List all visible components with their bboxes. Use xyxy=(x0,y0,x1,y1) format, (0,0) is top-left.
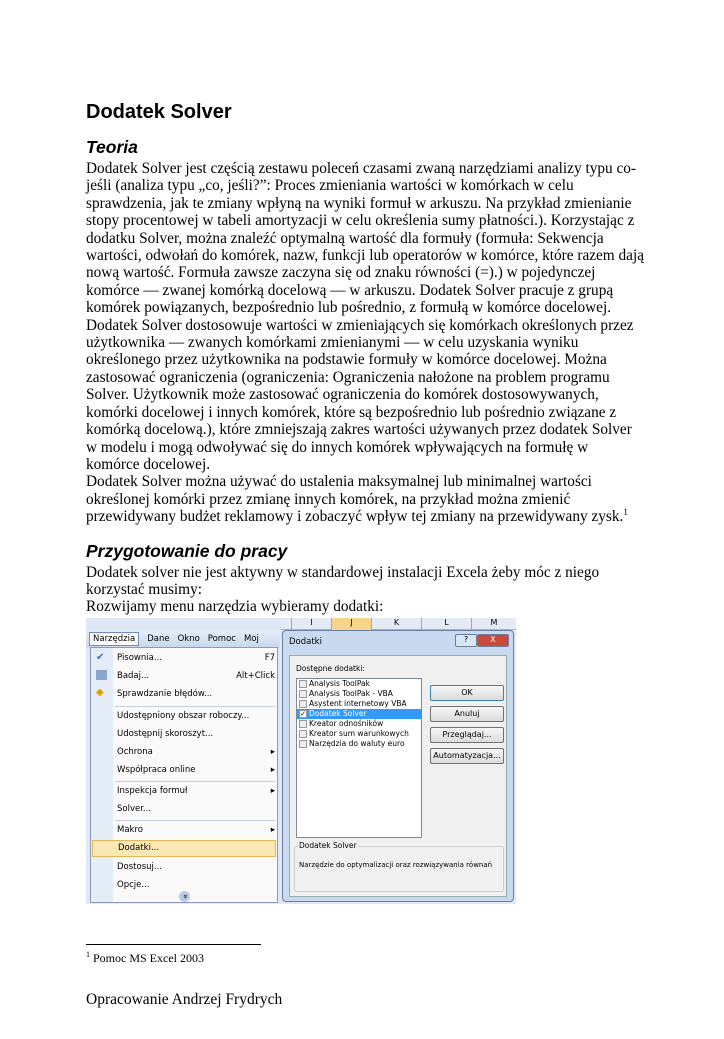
menu-item-badaj[interactable]: Badaj... Alt+Click xyxy=(117,671,275,682)
menu-item-obszar[interactable]: Udostępniony obszar roboczy... xyxy=(117,711,250,722)
addins-list[interactable] xyxy=(296,678,422,838)
column-header: M xyxy=(471,618,516,630)
paragraph-text: Dodatek Solver można używać do ustalenia maksymalnej lub minimalnej wartości określonej komórki przez zmianę innych komórek, na przykład można zmienić przewidywany budżet reklamowy i zobaczyć wpływ tej zmiany na przewidywany zysk. xyxy=(86,473,624,526)
checkbox[interactable] xyxy=(299,700,307,708)
dialog-body xyxy=(289,655,507,897)
checkbox-checked[interactable]: ✓ xyxy=(300,709,306,718)
menu-item-opcje[interactable]: Opcje... xyxy=(117,880,150,891)
menu-item-sprawdzanie[interactable]: Sprawdzanie błędów... xyxy=(117,689,213,700)
addins-dialog xyxy=(282,630,514,902)
footnote xyxy=(86,951,644,966)
page-title: Dodatek Solver xyxy=(86,101,232,123)
paragraph: Dodatek Solver jest częścią zestawu poleceń czasami zwaną narzędziami analizy typu co-jeśli (analiza typu „co, jeśli?”: Proces zmieniania wartości w komórkach w celu sprawdzenia, jak te zmiany wpłyną na wyniki formuł w arkuszu. Na przykład zmienianie stopy procentowej w tabeli amortyzacji w celu określenia sumy płatności.). Korzystając z dodatku Solver, można znaleźć optymalną wartość dla formuły (formuła: Sekwencja wartości, odwołań do komórek, nazw, funkcji lub operatorów w komórce, które razem dają nową wartość. Formuła zawsze zaczyna się od znaku równości (=).) w pojedynczej komórce — zwanej komórką docelową — w arkuszu. Dodatek Solver pracuje z grupą komórek powiązanych, bezpośrednio lub pośrednio, z formułą w komórce docelowej. Dodatek Solver dostosowuje wartości w zmieniających się komórkach określonych przez użytkownika — zwanych komórkami zmienianymi — w celu uzyskania wyniku określonego przez użytkownika na podstawie formuły w komórce docelowej. Można zastosować ograniczenia (ograniczenia: Ograniczenia nałożone na problem programu Solver. Użytkownik może zastosować ograniczenia do komórek dostosowywanych, komórki docelowej i innych komórek, które są bezpośrednio lub pośrednio związane z komórką docelową.), które zmniejszają zakres wartości używanych przez dodatek Solver w modelu i mogą odwoływać się do innych komórek wpływających na formułę w komórce docelowej. xyxy=(86,160,645,473)
error-check-icon: ◆ xyxy=(96,686,104,698)
page-footer: Opracowanie Andrzej Frydrych xyxy=(86,990,283,1008)
menu-pomoc[interactable]: Pomoc xyxy=(207,633,236,644)
excel-screenshot xyxy=(86,618,516,904)
menu-moj[interactable]: Moj xyxy=(243,633,259,644)
addin-item-selected[interactable]: ✓ Dodatek Solver xyxy=(297,709,421,719)
menu-item-pisownia[interactable]: Pisownia... F7 xyxy=(117,653,275,664)
paragraph: Rozwijamy menu narzędzia wybieramy dodatki: xyxy=(86,598,384,616)
footnotes xyxy=(86,944,644,1009)
cancel-button[interactable]: Anuluj xyxy=(430,706,504,722)
tools-menu xyxy=(90,647,278,903)
column-header: L xyxy=(421,618,471,630)
heading-przygotowanie: Przygotowanie do pracy xyxy=(86,540,288,561)
heading-teoria: Teoria xyxy=(86,137,138,157)
list-label: Dostępne dodatki: xyxy=(296,663,365,673)
menu-narzedzia[interactable]: Narzędzia xyxy=(89,632,139,646)
description-title: Dodatek Solver xyxy=(299,840,357,850)
description-group xyxy=(294,840,504,892)
column-header: K xyxy=(371,618,421,630)
column-header: I xyxy=(291,618,331,630)
automation-button[interactable]: Automatyzacja... xyxy=(430,748,504,764)
menu-item-dostosuj[interactable]: Dostosuj... xyxy=(117,862,162,873)
addin-item[interactable]: Asystent internetowy VBA xyxy=(297,699,421,709)
column-headers xyxy=(281,618,516,630)
menu-item-dodatki[interactable]: Dodatki... xyxy=(92,840,276,857)
menu-item-udostepnij[interactable]: Udostępnij skoroszyt... xyxy=(117,729,214,740)
addin-item[interactable]: Analysis ToolPak - VBA xyxy=(297,689,421,699)
description-text: Narzędzie do optymalizacji oraz rozwiązywania równań xyxy=(299,860,493,869)
menu-item-makro[interactable]: Makro ▸ xyxy=(117,825,275,836)
browse-button[interactable]: Przeglądaj... xyxy=(430,727,504,743)
ok-button[interactable]: OK xyxy=(430,685,504,701)
dialog-title: Dodatki xyxy=(289,636,322,647)
close-button[interactable]: X xyxy=(477,634,509,647)
spelling-icon: ✔ xyxy=(96,651,105,663)
menu-item-ochrona[interactable]: Ochrona ▸ xyxy=(117,747,275,758)
menu-item-inspekcja[interactable]: Inspekcja formuł ▸ xyxy=(117,786,275,797)
addin-item[interactable]: Kreator sum warunkowych xyxy=(297,729,421,739)
menu-item-solver[interactable]: Solver... xyxy=(117,804,152,815)
help-button[interactable]: ? xyxy=(455,634,477,647)
checkbox[interactable] xyxy=(299,730,307,738)
footnote-separator xyxy=(86,944,261,945)
expand-menu-icon[interactable]: » xyxy=(179,891,190,902)
research-icon xyxy=(96,670,107,680)
addin-item[interactable]: Kreator odnośników xyxy=(297,719,421,729)
checkbox[interactable] xyxy=(299,680,307,688)
checkbox[interactable] xyxy=(299,740,307,748)
paragraph: Dodatek solver nie jest aktywny w standardowej instalacji Excela żeby móc z niego korzystać musimy: xyxy=(86,563,600,598)
page xyxy=(86,0,644,1039)
menu-item-wspolpraca[interactable]: Współpraca online ▸ xyxy=(117,765,275,776)
menu-bar xyxy=(86,630,280,648)
checkbox[interactable] xyxy=(299,720,307,728)
footnote-ref[interactable]: 1 xyxy=(623,507,628,518)
addin-item[interactable]: Analysis ToolPak xyxy=(297,679,421,689)
footnote-text: Pomoc MS Excel 2003 xyxy=(93,950,204,965)
footnote-number: 1 xyxy=(86,949,90,959)
checkbox[interactable] xyxy=(299,690,307,698)
column-header: J xyxy=(331,618,371,630)
paragraph xyxy=(86,473,644,525)
addin-item[interactable]: Narzędzia do waluty euro xyxy=(297,739,421,749)
menu-dane[interactable]: Dane xyxy=(147,633,170,644)
menu-okno[interactable]: Okno xyxy=(177,633,200,644)
